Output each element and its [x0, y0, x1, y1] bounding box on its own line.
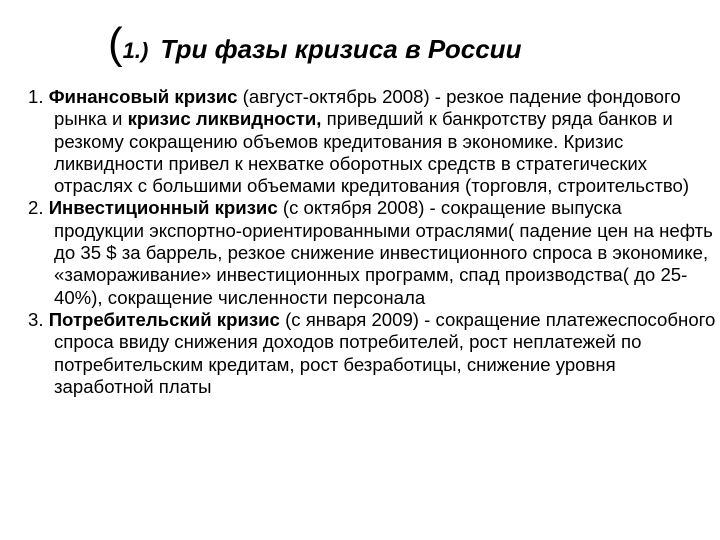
list-item-1 — [28, 86, 716, 197]
item-number: 2. — [28, 197, 44, 219]
item-term-secondary: кризис ликвидности, — [127, 108, 322, 130]
list-item-3 — [28, 309, 716, 398]
item-text: (с октября 2008) - сокращение выпуска продукции экспортно-ориентированными отраслями( падение цен на нефть до 35 $ за баррель, резкое снижение инвестиционного спроса в экономике, «замораживание» инвестиционных программ, спад производства( до 25-40%), сокращение численности персонала — [54, 197, 713, 308]
item-text-continued: приведший к банкротству ряда банков и резкому сокращению объемов кредитования в экономике. Кризис ликвидности привел к нехватке оборотных средств в стратегических отраслях с большими объемами кредитования (торговля, строительство) — [54, 108, 690, 197]
title-paren: ( — [108, 19, 123, 68]
item-number: 1. — [28, 86, 44, 107]
item-term: Инвестиционный кризис — [48, 197, 278, 219]
title-number: 1.) — [122, 38, 149, 63]
slide-body — [28, 86, 716, 398]
item-text: (с января 2009) - сокращение платежеспособного спроса ввиду снижения доходов потребителей, рост неплатежей по потребительским кредитам, рост безработицы, снижение уровня заработной платы — [54, 308, 716, 397]
item-text: (август-октябрь 2008) - резкое падение фондового рынка и — [54, 86, 681, 130]
item-term: Финансовый кризис — [48, 86, 238, 107]
slide-title — [108, 14, 521, 74]
item-number: 3. — [28, 308, 44, 330]
list-item-2 — [28, 197, 716, 308]
title-text: Три фазы кризиса в России — [160, 34, 522, 64]
item-term: Потребительский кризис — [48, 308, 280, 330]
